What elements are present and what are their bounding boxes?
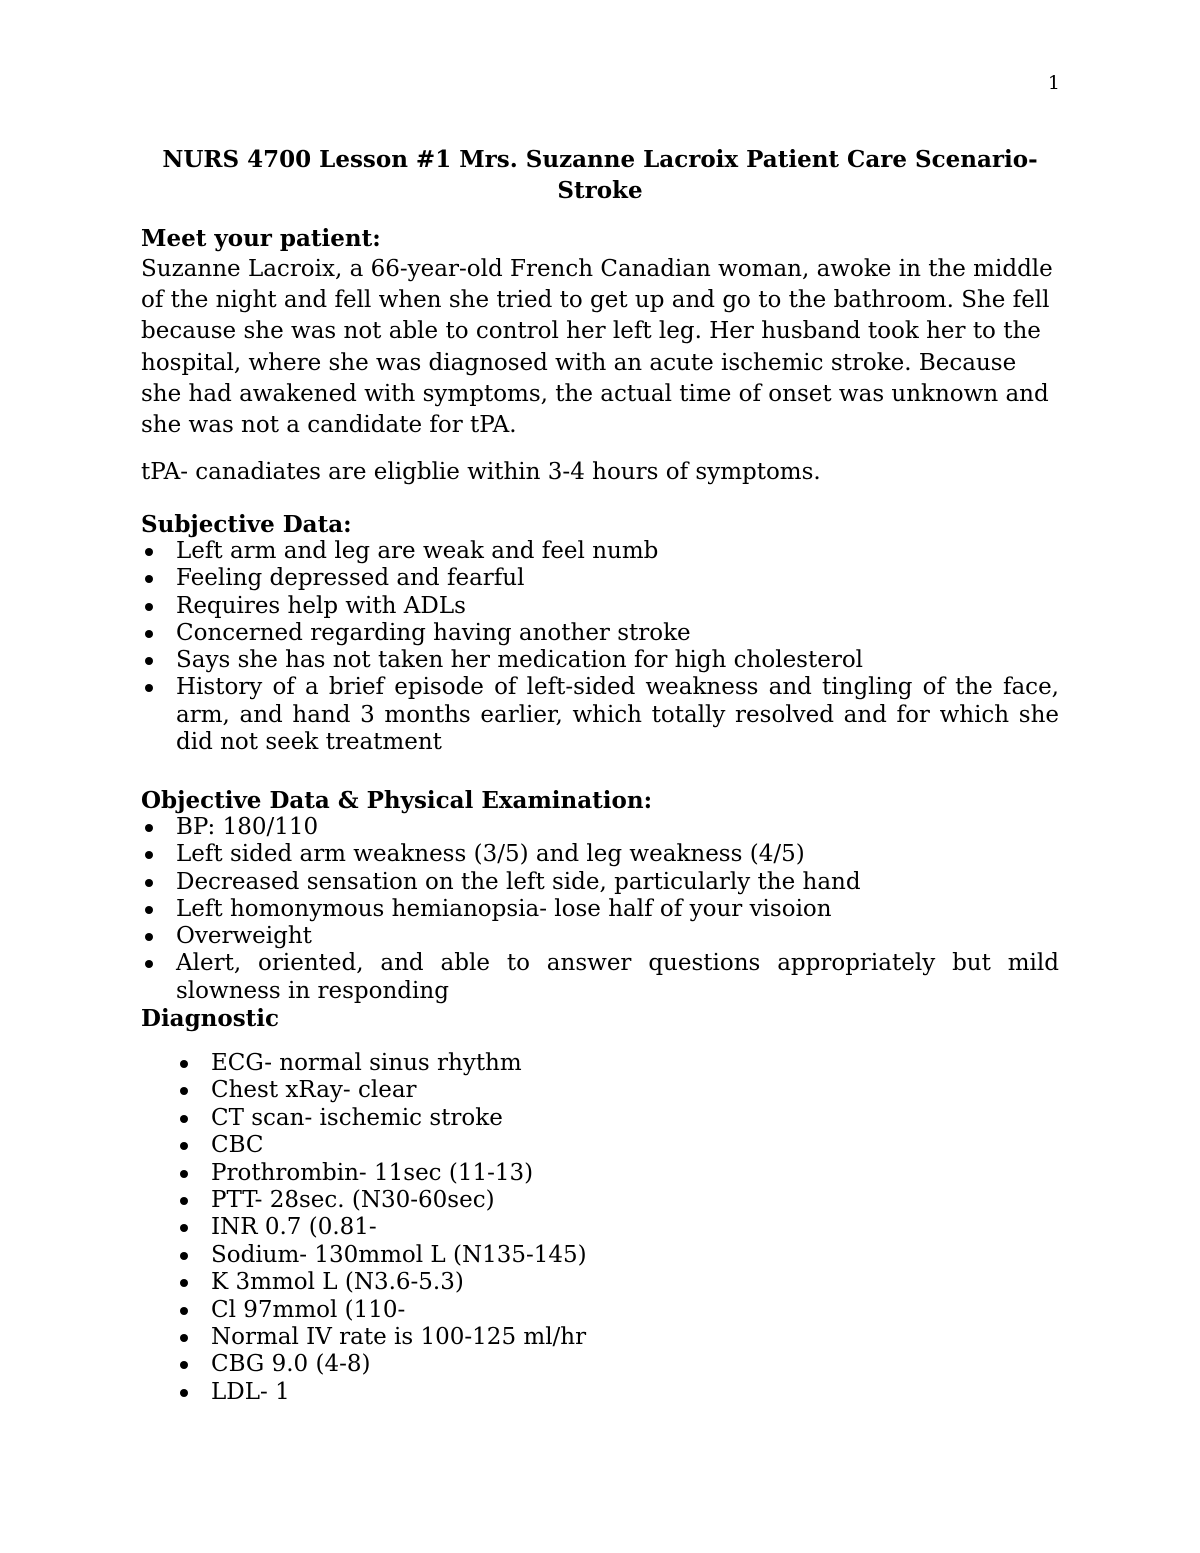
objective-data-list xyxy=(141,814,1059,1005)
objective-data-heading: Objective Data & Physical Examination: xyxy=(141,787,653,814)
diagnostic-heading: Diagnostic xyxy=(141,1005,280,1032)
list-item: INR 0.7 (0.81- xyxy=(141,1214,1059,1241)
subjective-data-heading: Subjective Data: xyxy=(141,511,352,538)
list-item: History of a brief episode of left-sided weakness and tingling of the face, arm, and hand 3 months earlier, which totally resolved and for which she did not seek treatment xyxy=(141,674,1059,756)
list-item: Concerned regarding having another stroke xyxy=(141,620,1059,647)
list-item: Requires help with ADLs xyxy=(141,593,1059,620)
list-item: Left sided arm weakness (3/5) and leg weakness (4/5) xyxy=(141,841,1059,868)
list-item: Left arm and leg are weak and feel numb xyxy=(141,538,1059,565)
document-title xyxy=(141,144,1059,206)
list-item: Overweight xyxy=(141,923,1059,950)
tpa-note: tPA- canadiates are eligblie within 3-4 hours of symptoms. xyxy=(141,459,821,485)
page-number: 1 xyxy=(1047,72,1060,94)
list-item: Alert, oriented, and able to answer questions appropriately but mild slowness in responding xyxy=(141,950,1059,1005)
title-line-1: NURS 4700 Lesson #1 Mrs. Suzanne Lacroix Patient Care Scenario- xyxy=(162,146,1038,173)
list-item: Prothrombin- 11sec (11-13) xyxy=(141,1160,1059,1187)
list-item: CBG 9.0 (4-8) xyxy=(141,1351,1059,1378)
list-item: Sodium- 130mmol L (N135-145) xyxy=(141,1242,1059,1269)
list-item: K 3mmol L (N3.6-5.3) xyxy=(141,1269,1059,1296)
patient-introduction-paragraph: Suzanne Lacroix, a 66-year-old French Canadian woman, awoke in the middle of the night and fell when she tried to get up and go to the bathroom. She fell because she was not able to control her left leg. Her husband took her to the hospital, where she was diagnosed with an acute ischemic stroke. Because she had awakened with symptoms, the actual time of onset was unknown and she was not a candidate for tPA. xyxy=(141,256,1053,439)
subjective-data-section xyxy=(141,509,1059,756)
list-item: Feeling depressed and fearful xyxy=(141,565,1059,592)
list-item: Says she has not taken her medication for high cholesterol xyxy=(141,647,1059,674)
list-item: PTT- 28sec. (N30-60sec) xyxy=(141,1187,1059,1214)
diagnostic-section xyxy=(141,1003,1059,1406)
meet-your-patient-heading: Meet your patient: xyxy=(141,225,381,252)
list-item: CT scan- ischemic stroke xyxy=(141,1105,1059,1132)
list-item: CBC xyxy=(141,1132,1059,1159)
list-item: BP: 180/110 xyxy=(141,814,1059,841)
diagnostic-list xyxy=(141,1050,1059,1406)
list-item: Cl 97mmol (110- xyxy=(141,1297,1059,1324)
list-item: Left homonymous hemianopsia- lose half of your visoion xyxy=(141,896,1059,923)
meet-your-patient-section xyxy=(141,223,1059,441)
list-item: Decreased sensation on the left side, particularly the hand xyxy=(141,869,1059,896)
list-item: Normal IV rate is 100-125 ml/hr xyxy=(141,1324,1059,1351)
list-item: LDL- 1 xyxy=(141,1379,1059,1406)
list-item: Chest xRay- clear xyxy=(141,1077,1059,1104)
title-line-2: Stroke xyxy=(557,177,643,204)
objective-data-section xyxy=(141,785,1059,1005)
subjective-data-list xyxy=(141,538,1059,756)
list-item: ECG- normal sinus rhythm xyxy=(141,1050,1059,1077)
